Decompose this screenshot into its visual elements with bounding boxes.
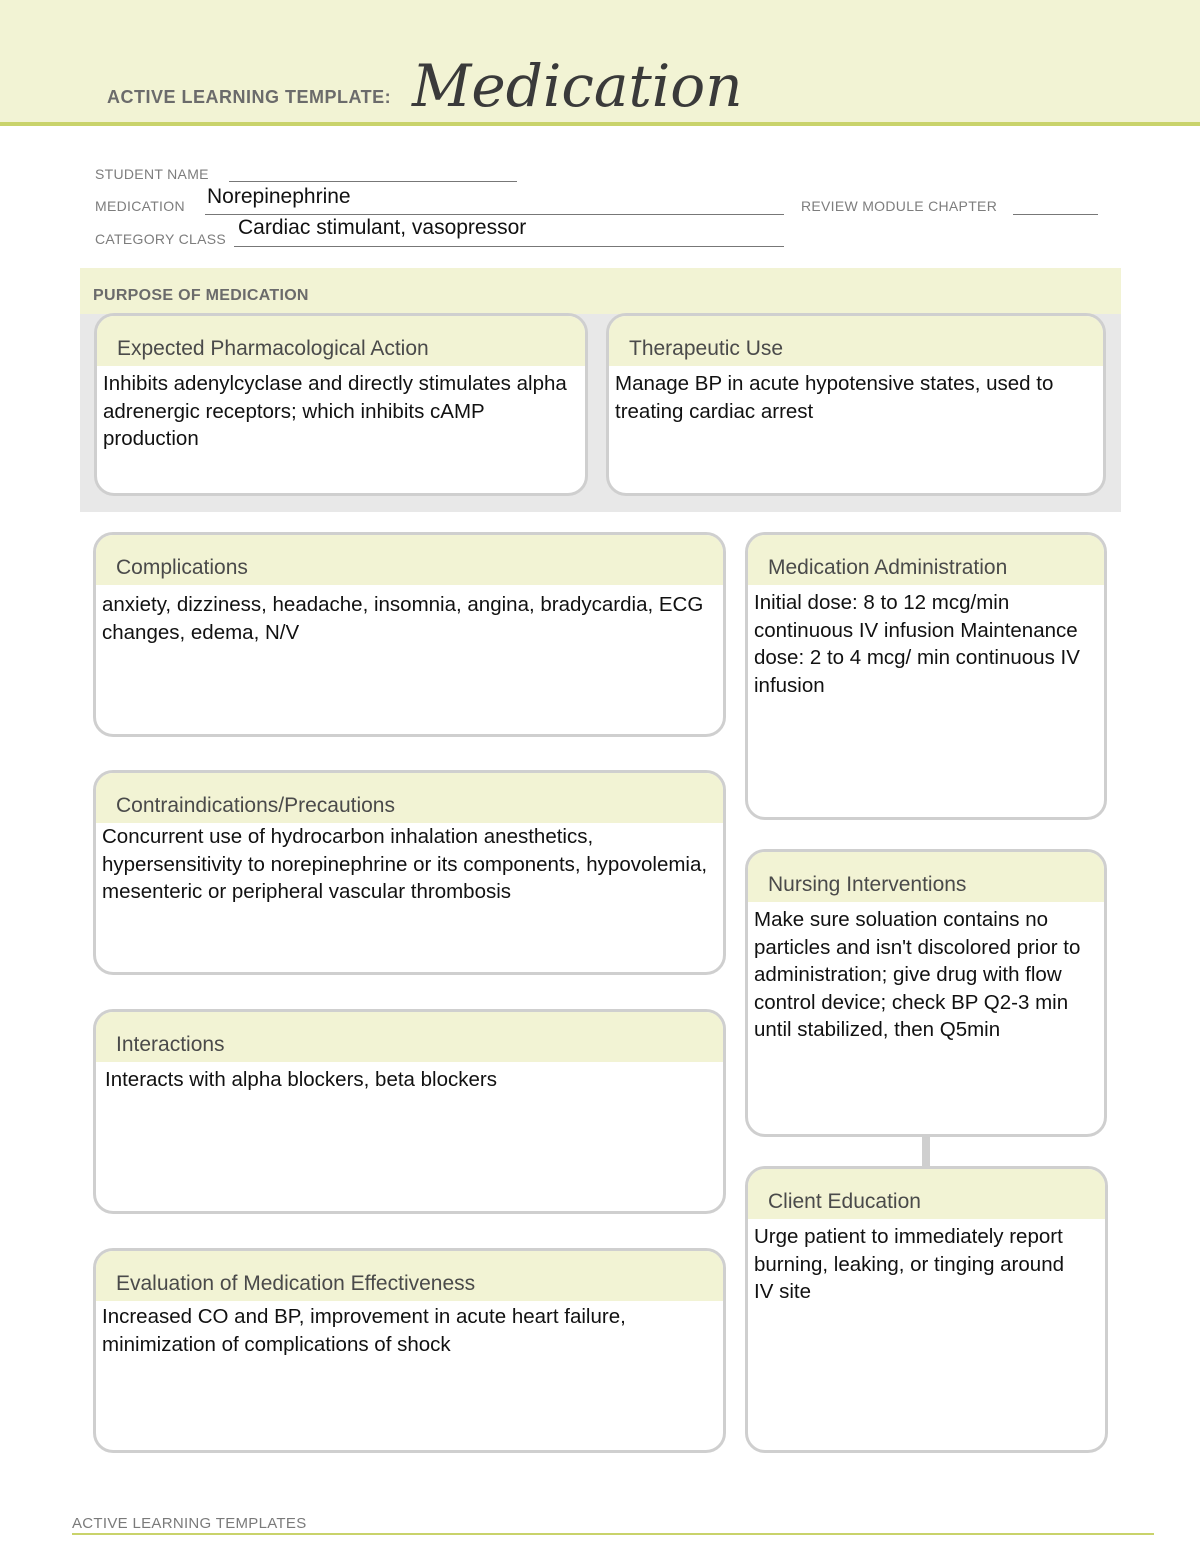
interactions-text[interactable]: Interacts with alpha blockers, beta blockers xyxy=(105,1068,497,1091)
evaluation-text[interactable]: Increased CO and BP, improvement in acute heart failure, minimization of complications of shock xyxy=(102,1305,626,1356)
evaluation-card xyxy=(93,1248,726,1453)
page-title: Medication xyxy=(412,52,743,120)
card-connector xyxy=(922,1136,930,1166)
complications-text[interactable]: anxiety, dizziness, headache, insomnia, angina, bradycardia, ECG changes, edema, N/V xyxy=(102,593,704,644)
contraindications-heading: Contraindications/Precautions xyxy=(96,773,723,823)
expected-action-text[interactable]: Inhibits adenylcyclase and directly stimulates alpha adrenergic receptors; which inhibits cAMP production xyxy=(103,372,567,450)
therapeutic-use-heading: Therapeutic Use xyxy=(609,316,1103,366)
nursing-card xyxy=(745,849,1107,1137)
complications-heading: Complications xyxy=(96,535,723,585)
student-name-line xyxy=(229,181,517,182)
review-module-label: REVIEW MODULE CHAPTER xyxy=(801,198,998,214)
medication-line xyxy=(205,214,784,215)
expected-action-heading: Expected Pharmacological Action xyxy=(97,316,585,366)
interactions-card xyxy=(93,1009,726,1214)
nursing-heading: Nursing Interventions xyxy=(748,852,1104,902)
education-heading: Client Education xyxy=(748,1169,1105,1219)
therapeutic-use-card xyxy=(606,313,1106,496)
evaluation-heading: Evaluation of Medication Effectiveness xyxy=(96,1251,723,1301)
education-card xyxy=(745,1166,1108,1453)
header-divider xyxy=(0,122,1200,126)
page-header xyxy=(0,0,1200,124)
administration-card xyxy=(745,532,1107,820)
contraindications-card xyxy=(93,770,726,975)
medication-label: MEDICATION xyxy=(95,198,185,214)
student-name-label: STUDENT NAME xyxy=(95,166,209,182)
interactions-heading: Interactions xyxy=(96,1012,723,1062)
purpose-title: PURPOSE OF MEDICATION xyxy=(93,287,309,304)
contraindications-text[interactable]: Concurrent use of hydrocarbon inhalation anesthetics, hypersensitivity to norepinephrine or its components, hypovolemia, mesenteric or peripheral vascular thrombosis xyxy=(102,825,708,903)
medication-field[interactable]: Norepinephrine xyxy=(207,185,351,208)
template-label: ACTIVE LEARNING TEMPLATE: xyxy=(107,87,392,107)
footer-label: ACTIVE LEARNING TEMPLATES xyxy=(72,1515,307,1532)
administration-heading: Medication Administration xyxy=(748,535,1104,585)
therapeutic-use-text[interactable]: Manage BP in acute hypotensive states, used to treating cardiac arrest xyxy=(615,372,1054,423)
review-module-line xyxy=(1013,214,1098,215)
category-class-field[interactable]: Cardiac stimulant, vasopressor xyxy=(238,216,527,239)
footer-divider xyxy=(72,1533,1154,1535)
purpose-header xyxy=(80,268,1121,314)
administration-text[interactable]: Initial dose: 8 to 12 mcg/min continuous IV infusion Maintenance dose: 2 to 4 mcg/ min continuous IV infusion xyxy=(754,591,1080,697)
category-class-label: CATEGORY CLASS xyxy=(95,231,227,247)
complications-card xyxy=(93,532,726,737)
category-class-line xyxy=(234,246,784,247)
expected-action-card xyxy=(94,313,588,496)
nursing-text[interactable]: Make sure soluation contains no particles and isn't discolored prior to administration; give drug with flow control device; check BP Q2-3 min until stabilized, then Q5min xyxy=(754,908,1081,1041)
education-text[interactable]: Urge patient to immediately report burning, leaking, or tinging around IV site xyxy=(754,1225,1064,1303)
